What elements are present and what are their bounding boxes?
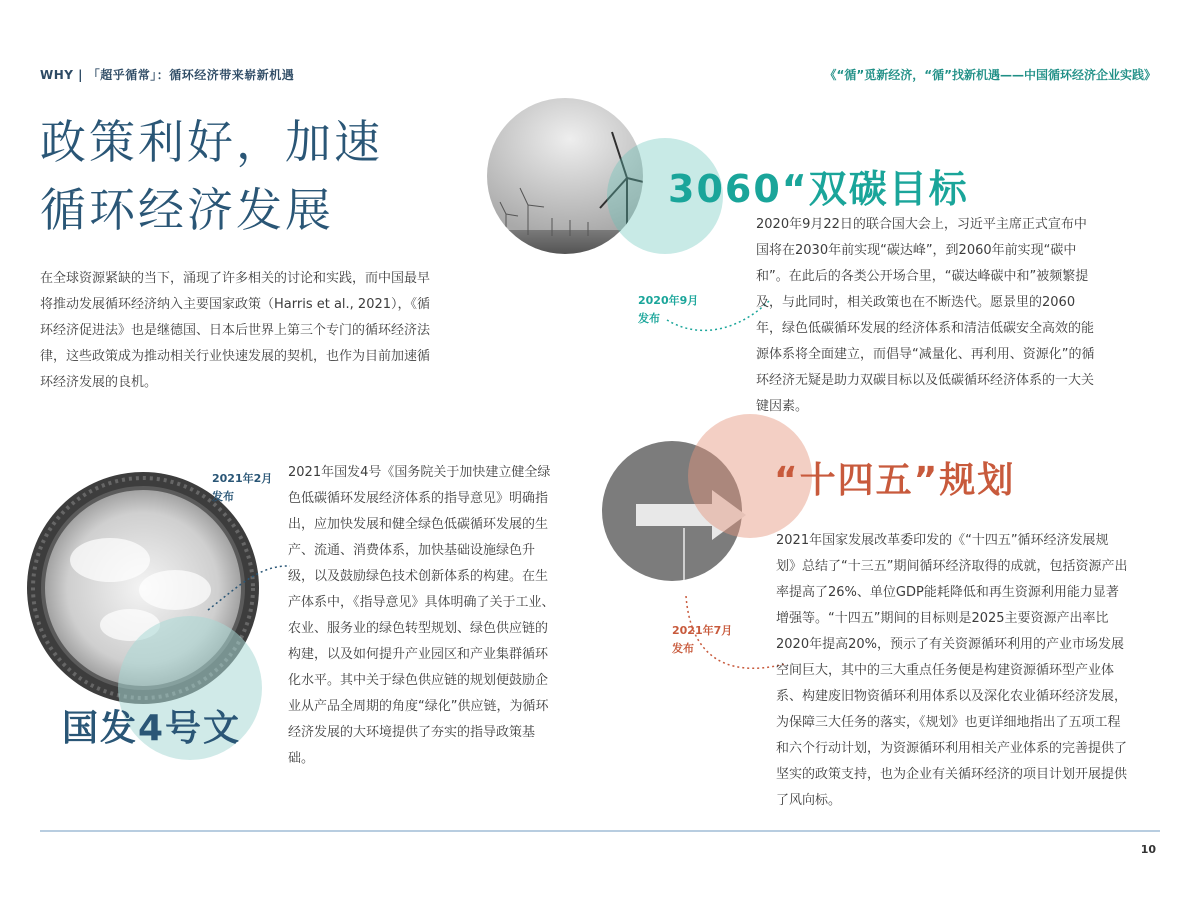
header-report-title: 《“循”觅新经济，“循”找新机遇——中国循环经济企业实践》 [824, 68, 1156, 82]
page-title [40, 108, 383, 244]
date-gf4-line1: 2021年2月 [212, 472, 273, 485]
date-145 [672, 622, 732, 658]
date-3060-line1: 2020年9月 [638, 294, 699, 307]
page-title-line2: 循环经济发展 [40, 183, 334, 237]
paragraph-145: 2021年国家发展改革委印发的《“十四五”循环经济发展规划》总结了“十三五”期间循环经济取得的成就，包括资源产出率提高了26%、单位GDP能耗降低和再生资源利用能力显著增强等。“十四五”期间的目标则是2025主要资源产出率比2020年提高20%，预示了有关资源循环利用的产业市场发展空间巨大，其中的三大重点任务便是构建资源循环型产业体系、构建废旧物资循环利用体系以及深化农业循环经济发展，为保障三大任务的落实，《规划》也更详细地指出了五项工程和六个行动计划，为资源循环利用相关产业体系的完善提供了坚实的政策支持，也为企业有关循环经济的项目计划开展提供了风向标。 [776, 533, 1128, 808]
heading-3060: 3060“双碳目标 [668, 167, 969, 211]
date-3060 [638, 292, 698, 328]
date-145-line1: 2021年7月 [672, 624, 733, 637]
date-145-line2: 发布 [672, 642, 694, 655]
page-number: 10 [1140, 843, 1156, 856]
date-gf4 [212, 470, 272, 506]
date-3060-line2: 发布 [638, 312, 660, 325]
date-gf4-line2: 发布 [212, 490, 234, 503]
heading-145: “十四五”规划 [774, 460, 1016, 501]
heading-gf4: 国发4号文 [62, 708, 242, 749]
paragraph-3060: 2020年9月22日的联合国大会上，习近平主席正式宣布中国将在2030年前实现“碳达峰”，到2060年前实现“碳中和”。在此后的各类公开场合里，“碳达峰碳中和”被频繁提及，与此同时，相关政策也在不断迭代。愿景里的2060年，绿色低碳循环发展的经济体系和清洁低碳安全高效的能源体系将全面建立，而倡导“减量化、再利用、资源化”的循环经济无疑是助力双碳目标以及低碳循环经济体系的一大关键因素。 [756, 217, 1095, 414]
footer-divider [40, 830, 1160, 832]
intro-paragraph: 在全球资源紧缺的当下，涌现了许多相关的讨论和实践，而中国最早将推动发展循环经济纳入主要国家政策（Harris et al., 2021），《循环经济促进法》也是继德国、日本后世界上第三个专门的循环经济法律，这些政策成为推动相关行业快速发展的契机，也作为目前加速循环经济发展的良机。 [40, 271, 431, 390]
paragraph-gf4: 2021年国发4号《国务院关于加快建立健全绿色低碳循环发展经济体系的指导意见》明确指出，应加快发展和健全绿色低碳循环发展的生产、流通、消费体系，加快基础设施绿色升级，以及鼓励绿色技术创新体系的构建。在生产体系中，《指导意见》具体明确了关于工业、农业、服务业的绿色转型规划、绿色供应链的构建，以及如何提升产业园区和产业集群循环化水平。其中关于绿色供应链的规划便鼓励企业从产品全周期的角度“绿化”供应链，为循环经济发展的大环境提供了夯实的指导政策基础。 [288, 465, 555, 766]
page-title-line1: 政策利好，加速 [40, 115, 383, 169]
header-section-label: WHY | 「超乎循常」：循环经济带来崭新机遇 [40, 68, 295, 82]
